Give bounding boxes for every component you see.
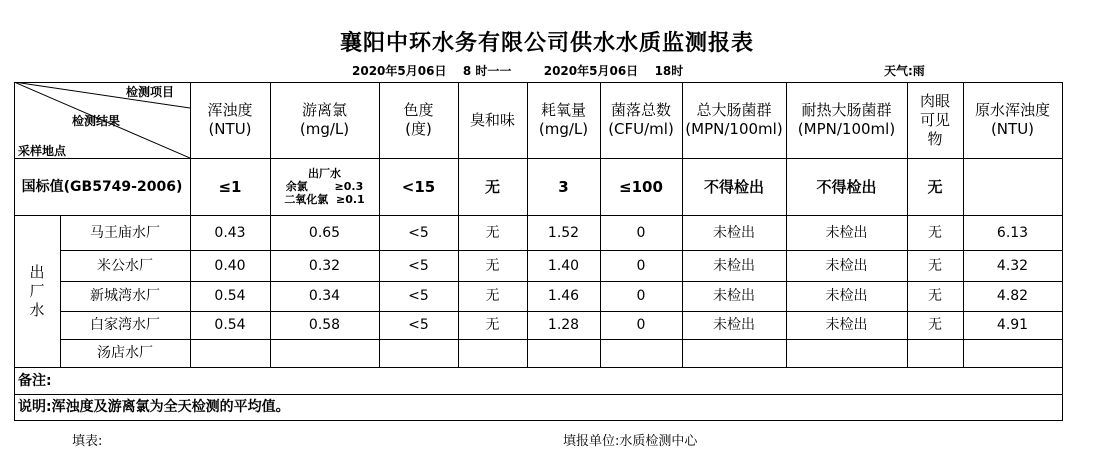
time-end: 18时 <box>654 64 684 78</box>
column-header: 肉眼 可见 物 <box>919 91 950 148</box>
standard-turbidity: ≤1 <box>218 177 242 196</box>
table-cell: 1.28 <box>547 317 580 333</box>
table-cell: 未检出 <box>713 317 755 333</box>
table-cell <box>600 339 682 367</box>
table-cell <box>527 339 600 367</box>
table-cell <box>270 339 379 367</box>
table-cell: 0.34 <box>308 288 341 304</box>
table-cell: 未检出 <box>825 317 868 333</box>
table-cell: 0 <box>636 288 646 304</box>
table-cell: 未检出 <box>825 224 868 241</box>
table-cell: 0 <box>636 257 646 274</box>
table-cell: 未检出 <box>713 288 755 304</box>
table-cell: 1.52 <box>547 224 580 241</box>
table-cell <box>786 339 907 367</box>
date-end: 2020年5月06日 <box>543 64 639 78</box>
table-cell: 无 <box>928 317 942 333</box>
table-cell: 无 <box>485 288 500 304</box>
standard-thermo-coliform: 不得检出 <box>816 177 877 196</box>
column-header: 浑浊度 (NTU) <box>207 101 253 138</box>
column-header: 游离氯 (mg/L) <box>299 101 350 138</box>
table-cell: 0.65 <box>308 224 341 241</box>
table-cell: 0.32 <box>308 257 341 274</box>
note-text: 说明:浑浊度及游离氯为全天检测的平均值。 <box>18 399 290 415</box>
corner-result-label: 检测结果 <box>72 114 121 128</box>
report-title: 襄阳中环水务有限公司供水水质监测报表 <box>339 31 754 56</box>
plant-name: 新城湾水厂 <box>90 288 160 304</box>
table-cell: 4.91 <box>996 317 1029 333</box>
corner-location-label: 采样地点 <box>18 144 67 158</box>
standard-chlorine-line: 出厂水 <box>308 167 341 180</box>
table-bottom-border <box>14 420 1063 421</box>
column-header: 总大肠菌群 (MPN/100ml) <box>685 101 783 138</box>
table-cell: 未检出 <box>825 288 868 304</box>
table-cell: 1.40 <box>547 257 580 274</box>
standard-visible: 无 <box>927 177 943 196</box>
plant-name: 米公水厂 <box>97 257 153 274</box>
table-cell: 无 <box>485 224 500 241</box>
table-cell: 0 <box>636 317 646 333</box>
standard-label: 国标值(GB5749-2006) <box>21 178 183 195</box>
table-cell: 未检出 <box>713 224 755 241</box>
group-label-outlet-water: 出 厂 水 <box>29 262 45 319</box>
table-cell: 4.32 <box>996 257 1029 274</box>
table-cell: 无 <box>485 257 500 274</box>
standard-raw-turbidity <box>963 158 1062 215</box>
table-cell: 无 <box>928 257 942 274</box>
table-cell: 0.40 <box>214 257 246 274</box>
table-cell: 0.54 <box>214 317 246 333</box>
table-cell: <5 <box>408 224 429 241</box>
standard-cod: 3 <box>558 177 569 196</box>
column-header: 原水浑浊度 (NTU) <box>974 101 1050 138</box>
corner-item-label: 检测项目 <box>126 85 175 99</box>
table-cell <box>190 339 270 367</box>
table-cell: <5 <box>408 317 429 333</box>
standard-bacteria: ≤100 <box>619 177 663 196</box>
table-cell: 4.82 <box>996 288 1029 304</box>
table-cell <box>458 339 527 367</box>
column-header: 菌落总数 (CFU/ml) <box>608 101 674 138</box>
table-cell: 无 <box>928 288 942 304</box>
standard-color: <15 <box>401 177 436 196</box>
column-header: 色度 (度) <box>403 101 434 138</box>
table-cell: 6.13 <box>996 224 1029 241</box>
table-cell <box>682 339 786 367</box>
standard-chlorine <box>270 158 379 215</box>
table-cell: 未检出 <box>825 257 868 274</box>
time-start: 8 时一一 <box>462 64 512 78</box>
remark-label: 备注: <box>18 372 52 389</box>
table-cell: 未检出 <box>713 257 755 274</box>
table-cell: 无 <box>485 317 500 333</box>
reporting-unit: 填报单位:水质检测中心 <box>563 434 698 449</box>
table-cell <box>963 339 1062 367</box>
table-cell: 0.43 <box>214 224 246 241</box>
date-start: 2020年5月06日 <box>352 64 447 78</box>
column-header: 耗氧量 (mg/L) <box>538 101 589 138</box>
plant-name: 白家湾水厂 <box>90 317 160 333</box>
column-header: 耐热大肠菌群 (MPN/100ml) <box>797 101 896 138</box>
table-cell: 0.54 <box>214 288 246 304</box>
weather-label: 天气:雨 <box>884 64 925 78</box>
standard-chlorine-line: 二氧化氯 ≥0.1 <box>284 193 365 206</box>
plant-name: 马王庙水厂 <box>90 224 160 241</box>
table-cell: 1.46 <box>547 288 580 304</box>
table-cell: 0.58 <box>308 317 341 333</box>
standard-chlorine-line: 余氯 ≥0.3 <box>285 180 364 193</box>
table-cell: 0 <box>636 224 646 241</box>
report-time-range <box>352 62 683 79</box>
table-cell <box>379 339 458 367</box>
table-cell: <5 <box>408 257 429 274</box>
standard-odor: 无 <box>484 177 500 196</box>
filler-label: 填表: <box>72 434 103 449</box>
plant-name: 汤店水厂 <box>97 345 153 361</box>
table-cell: <5 <box>408 288 429 304</box>
standard-coliform: 不得检出 <box>703 177 764 196</box>
table-cell: 无 <box>928 224 942 241</box>
column-header: 臭和味 <box>469 110 515 129</box>
table-cell <box>907 339 963 367</box>
